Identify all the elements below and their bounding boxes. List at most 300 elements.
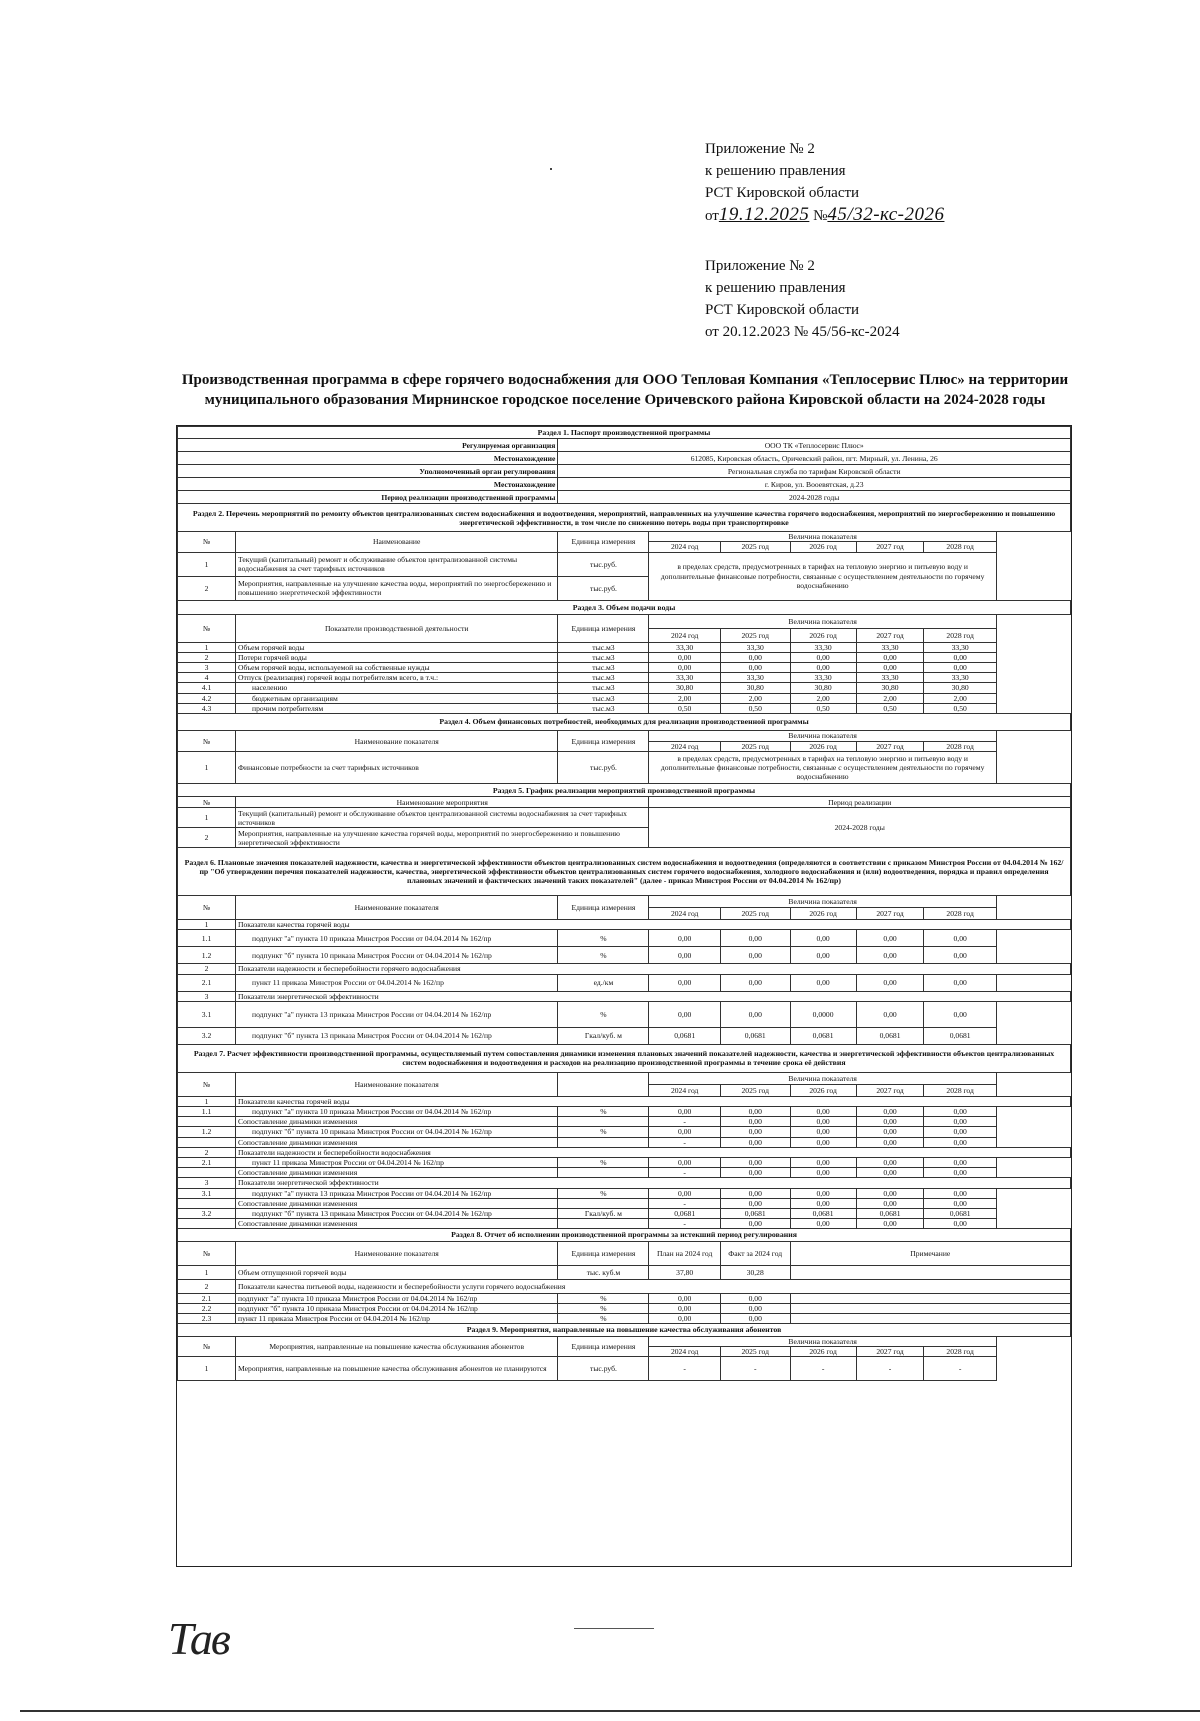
section-row: [178, 1229, 1071, 1241]
row-name: подпункт "б" пункта 10 приказа Минстроя России от 04.04.2014 № 162/пр: [236, 947, 558, 964]
row-value: 33,30: [856, 642, 924, 652]
row-value: 0,00: [720, 1188, 790, 1198]
year-header: 2025 год: [720, 1084, 790, 1096]
row-value: 0,00: [790, 1198, 856, 1208]
year-header: 2028 год: [924, 908, 996, 920]
row-unit: тыс.м3: [558, 642, 649, 652]
table-row: [178, 1314, 1071, 1324]
group-name: Показатели качества питьевой воды, надежности и бесперебойности услуги горячего водоснабжения: [236, 1279, 1071, 1293]
row-name: подпункт "б" пункта 10 приказа Минстроя России от 04.04.2014 № 162/пр: [236, 1127, 558, 1137]
row-value: 0,00: [720, 1219, 790, 1229]
year-header: 2028 год: [924, 542, 996, 552]
col-indicator-name: Наименование показателя: [236, 896, 558, 920]
row-value: -: [856, 1356, 924, 1380]
section-4-title: Раздел 4. Объем финансовых потребностей, необходимых для реализации производственной программы: [178, 714, 1071, 731]
row-value: 0,00: [924, 1107, 996, 1117]
row-value: 0,00: [856, 663, 924, 673]
col-unit: Единица измерения: [558, 532, 649, 552]
row-name: Сопоставление динамики изменения: [236, 1137, 558, 1147]
row-value: 0,00: [856, 1001, 924, 1027]
row-note: [790, 1314, 1070, 1324]
row-unit: тыс. куб.м: [558, 1265, 649, 1279]
row-no: 2.1: [178, 1158, 236, 1168]
col-no: №: [178, 532, 236, 552]
header-row: [178, 1336, 1071, 1346]
row-no: 4.1: [178, 683, 236, 693]
row-value: 0,00: [924, 663, 996, 673]
row-no: 1: [178, 808, 236, 828]
row-value: -: [649, 1137, 720, 1147]
row-value: 0,00: [856, 930, 924, 947]
row-value: 33,30: [924, 642, 996, 652]
year-header: 2027 год: [856, 1346, 924, 1356]
row-unit: тыс.руб.: [558, 752, 649, 784]
year-header: 2027 год: [856, 628, 924, 642]
row-no: 2: [178, 828, 236, 848]
row-value: 30,80: [924, 683, 996, 693]
row-value: 33,30: [924, 673, 996, 683]
row-value: 0,00: [790, 974, 856, 991]
col-value: Величина показателя: [649, 1072, 996, 1084]
dynamics-row: [178, 1168, 1071, 1178]
row-value: 0,00: [924, 930, 996, 947]
row-unit: %: [558, 1188, 649, 1198]
row-no: 3: [178, 1178, 236, 1188]
group-row: [178, 1096, 1071, 1106]
row-value: 0,00: [720, 1158, 790, 1168]
row-value: 0,00: [649, 974, 720, 991]
row-value: 2,00: [790, 693, 856, 703]
passport-label: Местонахождение: [178, 452, 558, 465]
row-value: 0,00: [720, 1117, 790, 1127]
row-value: 0,00: [790, 1117, 856, 1127]
col-plan: План на 2024 год: [649, 1241, 720, 1265]
col-indicator-name: Наименование показателя: [236, 1072, 558, 1096]
year-header: 2027 год: [856, 1084, 924, 1096]
table-row: [178, 693, 1071, 703]
table-row: [178, 673, 1071, 683]
group-name: Показатели надежности и бесперебойности горячего водоснабжения: [236, 964, 1071, 974]
row-no: [178, 1117, 236, 1127]
year-header: 2024 год: [649, 1346, 720, 1356]
row-no: 2.1: [178, 974, 236, 991]
row-value: 0,00: [790, 652, 856, 662]
row-note: [790, 1265, 1070, 1279]
row-no: 1: [178, 552, 236, 576]
row-unit: [558, 1198, 649, 1208]
section-row: [178, 784, 1071, 797]
row-value: 33,30: [720, 673, 790, 683]
group-row: [178, 920, 1071, 930]
row-unit: %: [558, 1107, 649, 1117]
row-unit: тыс.м3: [558, 683, 649, 693]
row-value: 0,00: [856, 1198, 924, 1208]
group-name: Показатели качества горячей воды: [236, 920, 1071, 930]
row-value: 2,00: [649, 693, 720, 703]
group-row: [178, 964, 1071, 974]
row-value: 0,00: [924, 1188, 996, 1198]
row-name: подпункт "а" пункта 10 приказа Минстроя России от 04.04.2014 № 162/пр: [236, 930, 558, 947]
row-no: 3: [178, 991, 236, 1001]
col-value: Величина показателя: [649, 532, 996, 542]
row-plan: 0,00: [649, 1314, 720, 1324]
row-plan: 0,00: [649, 1303, 720, 1313]
row-value: 0,00: [924, 1117, 996, 1127]
col-value: Величина показателя: [649, 614, 996, 628]
approval-line: Приложение № 2: [705, 258, 815, 274]
header-row: [178, 896, 1071, 908]
row-name: Объем отпущенной горячей воды: [236, 1265, 558, 1279]
table-row: [178, 1127, 1071, 1137]
section-9-title: Раздел 9. Мероприятия, направленные на повышение качества обслуживания абонентов: [178, 1324, 1071, 1336]
row-value: 0,00: [649, 1158, 720, 1168]
row-value: 0,00: [720, 1001, 790, 1027]
row-no: 1: [178, 920, 236, 930]
section-5-title: Раздел 5. График реализации мероприятий производственной программы: [178, 784, 1071, 797]
row-value: -: [924, 1356, 996, 1380]
row-value: 0,00: [924, 652, 996, 662]
row-unit: тыс.руб.: [558, 552, 649, 576]
col-period: Период реализации: [649, 797, 1071, 808]
year-header: 2025 год: [720, 542, 790, 552]
row-no: 1: [178, 1096, 236, 1106]
row-value: 0,00: [790, 1107, 856, 1117]
row-value: -: [720, 1356, 790, 1380]
row-no: 3: [178, 663, 236, 673]
row-value: 0,00: [649, 930, 720, 947]
row-value: -: [790, 1356, 856, 1380]
col-activity-name: Наименование мероприятия: [236, 797, 649, 808]
row-no: 2: [178, 652, 236, 662]
handwritten-number: 45/32-кс-2026: [827, 204, 945, 225]
header-row: [178, 797, 1071, 808]
row-unit: %: [558, 1001, 649, 1027]
passport-value: 612085, Кировская область, Оричевский район, пгт. Мирный, ул. Ленина, 26: [558, 452, 1071, 465]
row-value: 0,00: [790, 663, 856, 673]
header-row: [178, 731, 1071, 742]
approval-line: РСТ Кировской области: [705, 185, 860, 201]
row-no: 4.2: [178, 693, 236, 703]
col-unit: Единица измерения: [558, 1241, 649, 1265]
row-plan: 37,80: [649, 1265, 720, 1279]
row-value: 30,80: [720, 683, 790, 693]
row-no: 3.1: [178, 1188, 236, 1198]
year-header: 2027 год: [856, 542, 924, 552]
table-row: [178, 947, 1071, 964]
row-unit: тыс.м3: [558, 693, 649, 703]
dynamics-row: [178, 1219, 1071, 1229]
table-row: [178, 642, 1071, 652]
row-value: 0,0681: [649, 1027, 720, 1044]
row-unit: [558, 1137, 649, 1147]
col-unit: Единица измерения: [558, 731, 649, 752]
row-unit: [558, 1168, 649, 1178]
financing-note: в пределах средств, предусмотренных в тарифах на тепловую энергию и питьевую воду и дополнительные финансовые потребности, связанные с осуществлением деятельности по горячему водоснабжению: [649, 552, 996, 600]
row-no: 3.2: [178, 1027, 236, 1044]
row-value: 0,00: [856, 1127, 924, 1137]
row-no: 3.1: [178, 1001, 236, 1027]
section-row: [178, 1324, 1071, 1336]
row-value: 0,00: [720, 663, 790, 673]
group-name: Показатели качества горячей воды: [236, 1096, 1071, 1106]
row-name: подпункт "а" пункта 13 приказа Минстроя России от 04.04.2014 № 162/пр: [236, 1001, 558, 1027]
year-header: 2027 год: [856, 742, 924, 752]
row-value: 30,80: [856, 683, 924, 693]
row-value: -: [649, 1117, 720, 1127]
row-unit: [558, 1117, 649, 1127]
row-name: Мероприятия, направленные на улучшение качества горячей воды, мероприятий по энергосбережению и повышению энергетической эффективности: [236, 828, 649, 848]
row-value: 0,00: [856, 1168, 924, 1178]
program-table-body: [178, 427, 1071, 1381]
col-no: №: [178, 1336, 236, 1356]
passport-row: [178, 452, 1071, 465]
table-row: [178, 752, 1071, 784]
row-value: 0,00: [924, 947, 996, 964]
row-value: 0,00: [720, 974, 790, 991]
row-unit: [558, 1219, 649, 1229]
row-name: пункт 11 приказа Минстроя России от 04.04.2014 № 162/пр: [236, 1158, 558, 1168]
table-row: [178, 808, 1071, 828]
col-unit: Единица измерения: [558, 896, 649, 920]
section-row: [178, 504, 1071, 532]
col-no: №: [178, 731, 236, 752]
row-value: 0,0681: [856, 1027, 924, 1044]
row-value: -: [649, 1219, 720, 1229]
row-no: 2: [178, 1279, 236, 1293]
col-activity-name: Мероприятия, направленные на повышение качества обслуживания абонентов: [236, 1336, 558, 1356]
table-row: [178, 703, 1071, 713]
group-name: Показатели энергетической эффективности: [236, 1178, 1071, 1188]
financing-note: в пределах средств, предусмотренных в тарифах на тепловую энергию и питьевую воду и дополнительные финансовые потребности, связанные с осуществлением деятельности по горячему водоснабжению: [649, 752, 996, 784]
program-table: [177, 426, 1071, 1381]
year-header: 2028 год: [924, 628, 996, 642]
row-no: 4: [178, 673, 236, 683]
year-header: 2024 год: [649, 542, 720, 552]
row-value: 0,0681: [924, 1209, 996, 1219]
row-name: Отпуск (реализация) горячей воды потребителям всего, в т.ч.:: [236, 673, 558, 683]
table-row: [178, 1209, 1071, 1219]
table-row: [178, 1265, 1071, 1279]
passport-label: Уполномоченный орган регулирования: [178, 465, 558, 478]
row-unit: %: [558, 1314, 649, 1324]
year-header: 2026 год: [790, 742, 856, 752]
row-unit: %: [558, 947, 649, 964]
row-name: Объем горячей воды: [236, 642, 558, 652]
col-unit: Единица измерения: [558, 1336, 649, 1356]
row-no: [178, 1168, 236, 1178]
section-row: [178, 714, 1071, 731]
col-no: №: [178, 1072, 236, 1096]
row-value: 0,00: [924, 1127, 996, 1137]
row-value: -: [649, 1168, 720, 1178]
approval-block-new: [705, 138, 944, 227]
col-activity: Показатели производственной деятельности: [236, 614, 558, 642]
passport-row: [178, 491, 1071, 504]
year-header: 2024 год: [649, 1084, 720, 1096]
row-value: 0,00: [649, 1188, 720, 1198]
row-unit: ед./км: [558, 974, 649, 991]
year-header: 2025 год: [720, 628, 790, 642]
row-value: 33,30: [649, 673, 720, 683]
row-name: подпункт "б" пункта 10 приказа Минстроя России от 04.04.2014 № 162/пр: [236, 1303, 558, 1313]
row-value: 0,00: [790, 1168, 856, 1178]
col-note: Примечание: [790, 1241, 1070, 1265]
year-header: 2026 год: [790, 628, 856, 642]
passport-value: Региональная служба по тарифам Кировской области: [558, 465, 1071, 478]
row-value: 0,00: [924, 1001, 996, 1027]
row-unit: тыс.м3: [558, 652, 649, 662]
row-value: 30,80: [790, 683, 856, 693]
col-name: Наименование: [236, 532, 558, 552]
table-row: [178, 974, 1071, 991]
table-row: [178, 1293, 1071, 1303]
col-fact: Факт за 2024 год: [720, 1241, 790, 1265]
approval-no: №: [813, 208, 828, 224]
header-row: [178, 1241, 1071, 1265]
header-row: [178, 614, 1071, 628]
row-value: 0,00: [856, 974, 924, 991]
row-name: Потери горячей воды: [236, 652, 558, 662]
row-name: подпункт "б" пункта 13 приказа Минстроя России от 04.04.2014 № 162/пр: [236, 1027, 558, 1044]
col-indicator-name: Наименование показателя: [236, 1241, 558, 1265]
year-header: 2024 год: [649, 628, 720, 642]
row-value: 0,0681: [720, 1209, 790, 1219]
row-name: пункт 11 приказа Минстроя России от 04.04.2014 № 162/пр: [236, 974, 558, 991]
row-value: 0,00: [790, 930, 856, 947]
group-row: [178, 1147, 1071, 1157]
row-value: -: [649, 1198, 720, 1208]
group-row: [178, 991, 1071, 1001]
row-no: 2.3: [178, 1314, 236, 1324]
row-value: 0,00: [649, 1001, 720, 1027]
row-name: Финансовые потребности за счет тарифных источников: [236, 752, 558, 784]
approval-block-old: [705, 255, 900, 343]
col-value: Величина показателя: [649, 896, 996, 908]
approval-line: к решению правления: [705, 280, 846, 296]
section-row: [178, 600, 1071, 614]
group-row: [178, 1178, 1071, 1188]
row-value: 0,0681: [924, 1027, 996, 1044]
row-value: 0,50: [856, 703, 924, 713]
row-value: 0,00: [856, 652, 924, 662]
handwritten-signature: Тав: [168, 1613, 229, 1664]
passport-value: ООО ТК «Теплосервис Плюс»: [558, 439, 1071, 452]
row-value: 0,0000: [790, 1001, 856, 1027]
year-header: 2026 год: [790, 908, 856, 920]
row-value: 0,00: [924, 974, 996, 991]
table-row: [178, 1188, 1071, 1198]
row-value: 0,00: [790, 1188, 856, 1198]
row-unit: %: [558, 1127, 649, 1137]
passport-row: [178, 478, 1071, 491]
row-fact: 0,00: [720, 1314, 790, 1324]
row-value: 0,50: [924, 703, 996, 713]
row-unit: %: [558, 1158, 649, 1168]
row-fact: 0,00: [720, 1303, 790, 1313]
row-unit: тыс.руб.: [558, 576, 649, 600]
header-row: [178, 532, 1071, 542]
row-value: 0,00: [856, 1158, 924, 1168]
row-no: 2: [178, 1147, 236, 1157]
row-no: 1.1: [178, 1107, 236, 1117]
row-note: [790, 1303, 1070, 1313]
header-row: [178, 1072, 1071, 1084]
approval-line: РСТ Кировской области: [705, 302, 860, 318]
section-row: [178, 848, 1071, 896]
passport-label: Период реализации производственной программы: [178, 491, 558, 504]
row-no: [178, 1137, 236, 1147]
passport-label: Местонахождение: [178, 478, 558, 491]
year-header: 2028 год: [924, 1084, 996, 1096]
row-unit: %: [558, 1303, 649, 1313]
row-value: 33,30: [856, 673, 924, 683]
row-no: 1.1: [178, 930, 236, 947]
row-value: 0,50: [649, 703, 720, 713]
row-unit: Гкал/куб. м: [558, 1027, 649, 1044]
table-row: [178, 1158, 1071, 1168]
table-row: [178, 930, 1071, 947]
col-no: №: [178, 896, 236, 920]
col-no: №: [178, 1241, 236, 1265]
row-value: 0,50: [720, 703, 790, 713]
row-value: 0,00: [720, 930, 790, 947]
row-value: 0,00: [856, 1117, 924, 1127]
scan-speck: [550, 168, 552, 170]
row-fact: 30,28: [720, 1265, 790, 1279]
row-value: 0,0681: [790, 1209, 856, 1219]
document-title: Производственная программа в сфере горячего водоснабжения для ООО Тепловая Компания «Теплосервис Плюс» на территории муниципального образования Мирнинское городское поселение Оричевского района Кировской области на 2024-2028 годы: [181, 372, 1069, 408]
row-name: Сопоставление динамики изменения: [236, 1219, 558, 1229]
row-no: 1: [178, 642, 236, 652]
row-value: 0,50: [790, 703, 856, 713]
row-unit: тыс.м3: [558, 673, 649, 683]
table-row: [178, 1356, 1071, 1380]
table-row: [178, 1303, 1071, 1313]
col-indicator-name: Наименование показателя: [236, 731, 558, 752]
row-name: Объем горячей воды, используемой на собственные нужды: [236, 663, 558, 673]
row-unit: %: [558, 930, 649, 947]
col-no: №: [178, 797, 236, 808]
row-name: Сопоставление динамики изменения: [236, 1168, 558, 1178]
row-value: 0,00: [856, 947, 924, 964]
program-form: [176, 425, 1072, 1567]
row-value: 0,00: [856, 1107, 924, 1117]
approval-line: от 20.12.2023 № 45/56-кс-2024: [705, 324, 900, 340]
section-3-title: Раздел 3. Объем подачи воды: [178, 600, 1071, 614]
section-1-title: Раздел 1. Паспорт производственной программы: [178, 427, 1071, 439]
row-plan: 0,00: [649, 1293, 720, 1303]
row-value: 0,00: [720, 1137, 790, 1147]
approval-from: от: [705, 208, 719, 224]
row-name: Мероприятия, направленные на повышение качества обслуживания абонентов не планируются: [236, 1356, 558, 1380]
year-header: 2025 год: [720, 1346, 790, 1356]
row-value: 0,00: [720, 1107, 790, 1117]
row-no: 1.2: [178, 947, 236, 964]
col-value: Величина показателя: [649, 1336, 996, 1346]
table-row: [178, 1027, 1071, 1044]
row-value: 0,00: [790, 1127, 856, 1137]
approval-line: Приложение № 2: [705, 141, 815, 157]
table-row: [178, 1001, 1071, 1027]
passport-value: г. Киров, ул. Вооевятская, д.23: [558, 478, 1071, 491]
table-row: [178, 552, 1071, 576]
row-name: Сопоставление динамики изменения: [236, 1198, 558, 1208]
passport-value: 2024-2028 годы: [558, 491, 1071, 504]
row-value: 0,00: [924, 1168, 996, 1178]
year-header: 2028 год: [924, 1346, 996, 1356]
year-header: 2026 год: [790, 1346, 856, 1356]
row-no: 2: [178, 964, 236, 974]
